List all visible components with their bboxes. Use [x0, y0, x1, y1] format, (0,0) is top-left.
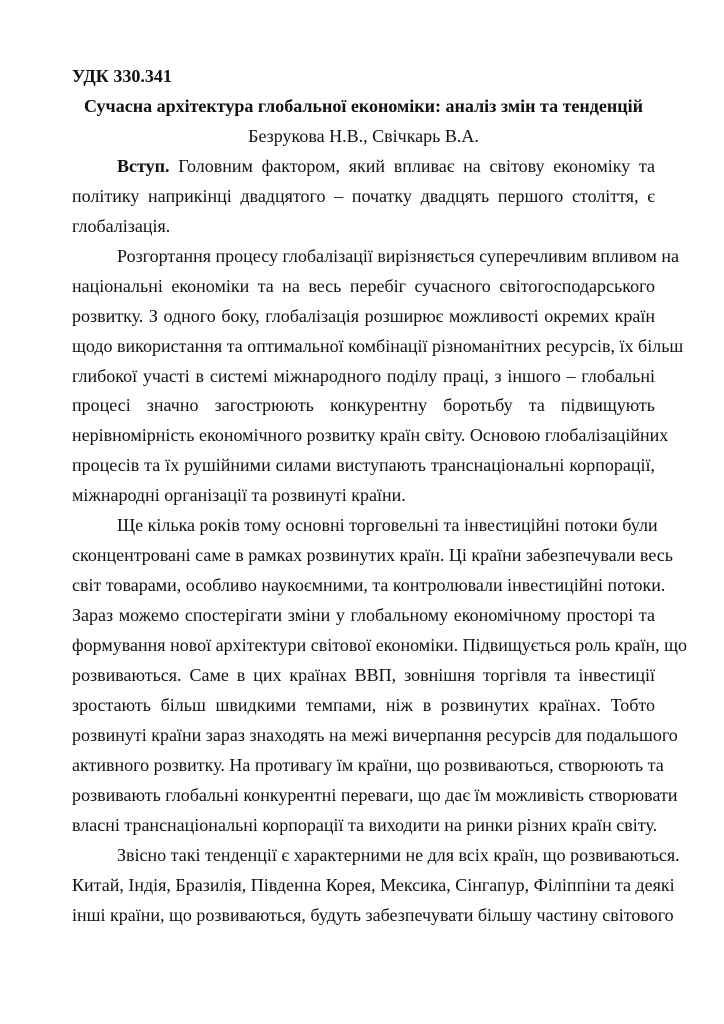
paragraph-line: розвитку. З одного боку, глобалізація розширює можливості окремих країн: [72, 305, 655, 326]
paragraph-line: національні економіки та на весь перебіг сучасного світогосподарського: [72, 275, 655, 296]
paragraph-line: [72, 152, 655, 182]
paragraph-line: Звісно такі тенденції є характерними не для всіх країн, що розвиваються.: [117, 844, 680, 865]
body-paragraph: [72, 242, 684, 512]
intro-line-text: Головним фактором, який впливає на світову економіку та: [178, 155, 655, 176]
body-paragraph: [72, 841, 680, 931]
paragraph-line: формування нової архітектури світової економіки. Підвищується роль країн, що: [72, 635, 687, 656]
paragraph-line: активного розвитку. На противагу їм країни, що розвиваються, створюють та: [72, 754, 664, 775]
intro-paragraph: [72, 152, 655, 242]
intro-label: Вступ.: [117, 155, 170, 176]
authors: Безрукова Н.В., Свічкарь В.А.: [248, 125, 479, 146]
paragraph-line: міжнародні організації та розвинуті країни.: [72, 485, 406, 506]
paragraph-line: щодо використання та оптимальної комбінації різноманітних ресурсів, їх більш: [72, 335, 684, 356]
paragraph-line: Зараз можемо спостерігати зміни у глобальному економічному просторі та: [72, 605, 655, 626]
paragraph-line: інші країни, що розвиваються, будуть забезпечувати більшу частину світового: [72, 904, 674, 925]
udk-code: УДК 330.341: [72, 66, 172, 86]
paragraph-line: нерівномірність економічного розвитку країн світу. Основою глобалізаційних: [72, 425, 669, 446]
article-title: Сучасна архітектура глобальної економіки: аналіз змін та тенденцій: [84, 95, 643, 116]
paragraph-line: розвивають глобальні конкурентні переваги, що дає їм можливість створювати: [72, 784, 678, 805]
paragraph-line: зростають більш швидкими темпами, ніж в розвинутих країнах. Тобто: [72, 695, 655, 716]
paragraph-line: Розгортання процесу глобалізації вирізняється суперечливим впливом на: [117, 245, 680, 266]
document-page: [72, 62, 687, 931]
paragraph-line: політику наприкінці двадцятого – початку двадцять першого століття, є: [72, 185, 655, 206]
paragraph-line: процесі значно загострюють конкурентну боротьбу та підвищують: [72, 395, 655, 416]
paragraph-line: глобалізація.: [72, 215, 171, 236]
paragraph-line: Ще кілька років тому основні торговельні та інвестиційні потоки були: [117, 515, 658, 536]
paragraph-line: процесів та їх рушійними силами виступають транснаціональні корпорації,: [72, 455, 655, 476]
paragraph-line: світ товарами, особливо наукоємними, та контролювали інвестиційні потоки.: [72, 575, 666, 596]
body-paragraph: [72, 511, 687, 840]
paragraph-line: розвинуті країни зараз знаходять на межі вичерпання ресурсів для подальшого: [72, 724, 678, 745]
paragraph-line: глибокої участі в системі міжнародного поділу праці, з іншого – глобальні: [72, 365, 655, 386]
paragraph-line: розвиваються. Саме в цих країнах ВВП, зовнішня торгівля та інвестиції: [72, 665, 655, 686]
paragraph-line: Китай, Індія, Бразилія, Південна Корея, Мексика, Сінгапур, Філіппіни та деякі: [72, 874, 675, 895]
paragraph-line: сконцентровані саме в рамках розвинутих країн. Ці країни забезпечували весь: [72, 545, 673, 566]
paragraph-line: власні транснаціональні корпорації та виходити на ринки різних країн світу.: [72, 814, 658, 835]
